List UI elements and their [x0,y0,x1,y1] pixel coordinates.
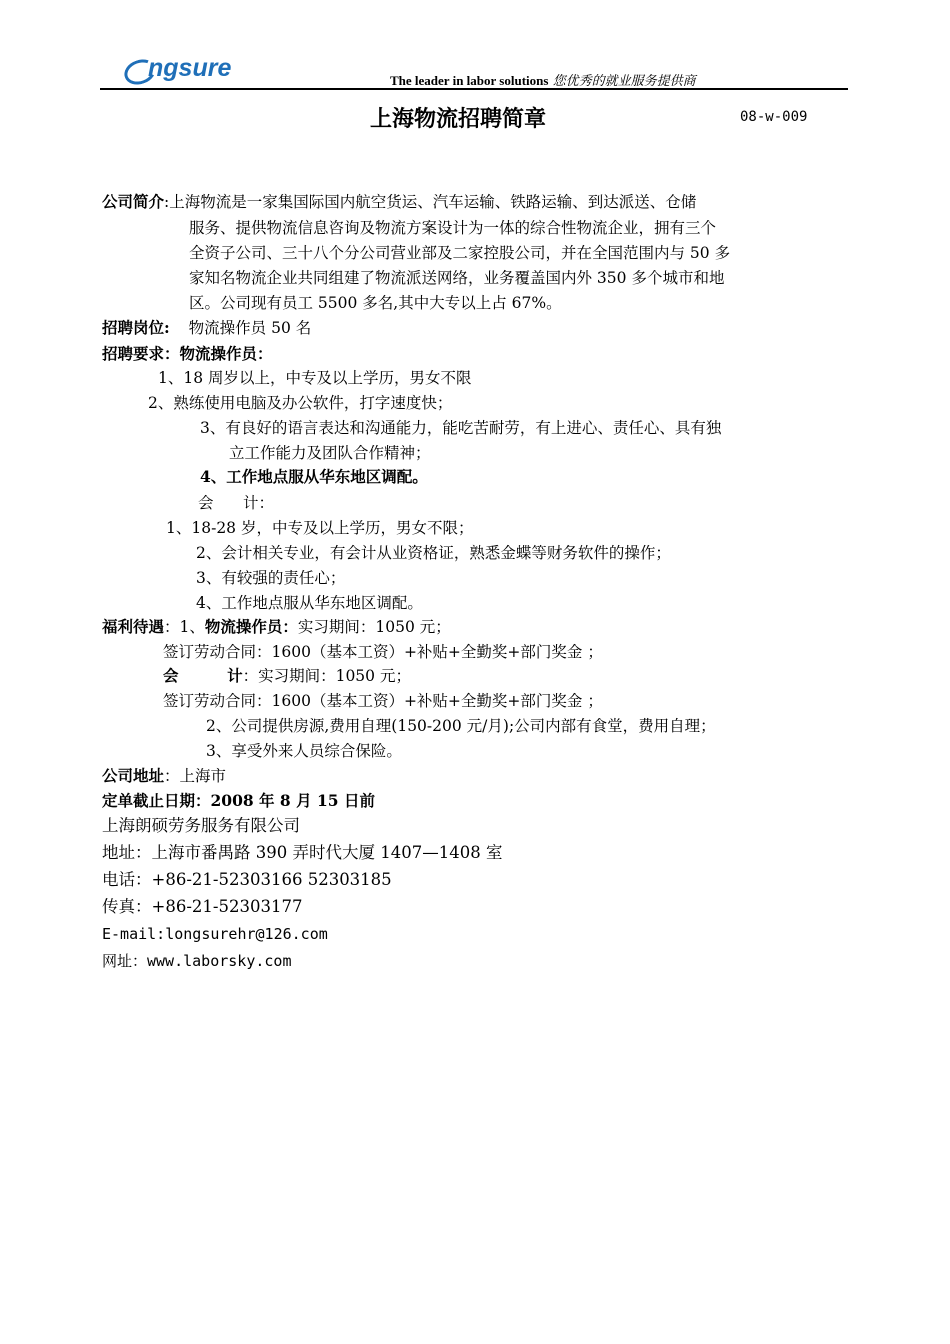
contact-phone: 电话：+86-21-52303166 52303185 [102,870,392,889]
requirements-label: 招聘要求：物流操作员： [102,344,273,363]
req-logistics-3: 3、有良好的语言表达和沟通能力，能吃苦耐劳，有上进心、责任心、具有独 [200,419,722,437]
accountant-label: 会 计： [198,494,275,512]
benefits-line-2: 签订劳动合同：1600（基本工资）+补贴+全勤奖+部门奖金 ； [163,643,603,661]
position-value: 物流操作员 50 名 [188,319,312,337]
address-label: 公司地址 [102,766,165,785]
benefits-line-6: 3、享受外来人员综合保险。 [206,742,402,760]
tagline-cn: 您优秀的就业服务提供商 [552,74,696,89]
req-logistics-2: 2、熟练使用电脑及办公软件，打字速度快； [148,394,453,412]
contact-address: 地址：上海市番禺路 390 弄时代大厦 1407—1408 室 [102,843,503,862]
intro-line-1: 公司简介:上海物流是一家集国际国内航空货运、汽车运输、铁路运输、到达派送、仓储 [102,192,697,211]
req-logistics-1: 1、18 周岁以上，中专及以上学历，男女不限 [158,369,472,387]
intro-line-4: 家知名物流企业共同组建了物流派送网络，业务覆盖国内外 350 多个城市和地 [189,269,725,287]
intro-line-3: 全资子公司、三十八个分公司营业部及二家控股公司，并在全国范围内与 50 多 [189,244,731,262]
intro-line-2: 服务、提供物流信息咨询及物流方案设计为一体的综合性物流企业，拥有三个 [189,219,717,237]
benefits-line-3: 会 计：实习期间：1050 元； [163,666,411,685]
address-line [102,766,226,786]
req-accountant-1: 1、18-28 岁，中专及以上学历，男女不限； [166,519,474,537]
position-label: 招聘岗位: [102,318,170,337]
document-code: 08-w-009 [740,109,808,125]
position-line [102,318,311,338]
deadline: 定单截止日期：2008 年 8 月 15 日前 [102,791,375,810]
benefits-line-4: 签订劳动合同：1600（基本工资）+补贴+全勤奖+部门奖金 ； [163,692,603,710]
logo-text: ngsure [148,54,232,82]
benefits-label: 福利待遇 [102,617,165,636]
intro-line-5: 区。公司现有员工 5500 多名,其中大专以上占 67%。 [189,294,562,312]
address-value: ：上海市 [164,767,227,785]
benefits-line-5: 2、公司提供房源,费用自理(150-200 元/月);公司内部有食堂，费用自理； [206,717,716,735]
contact-email[interactable]: E-mail:longsurehr@126.com [102,925,328,943]
header-divider [100,88,848,90]
contact-company: 上海朗硕劳务服务有限公司 [102,816,300,835]
req-logistics-3-cont: 立工作能力及团队合作精神； [229,444,431,462]
intro-label: 公司简介 [102,192,165,211]
req-logistics-4: 4、工作地点服从华东地区调配。 [200,467,428,486]
benefits-line-1: 福利待遇：1、物流操作员：实习期间：1050 元； [102,617,451,636]
document-title: 上海物流招聘简章 [370,106,547,132]
req-accountant-3: 3、有较强的责任心； [196,569,346,587]
company-logo [128,54,231,83]
contact-fax: 传真：+86-21-52303177 [102,897,303,916]
header-tagline [390,70,696,89]
tagline-en: The leader in labor solutions [390,73,549,88]
contact-website[interactable]: 网址：www.laborsky.com [102,952,292,970]
req-accountant-4: 4、工作地点服从华东地区调配。 [196,594,423,612]
req-accountant-2: 2、会计相关专业，有会计从业资格证，熟悉金蝶等财务软件的操作； [196,544,671,562]
